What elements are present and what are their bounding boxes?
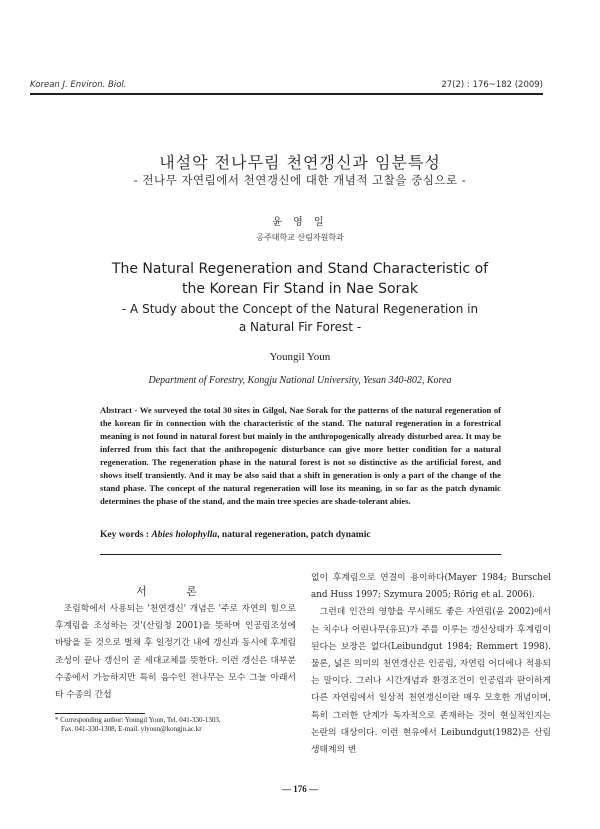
footnote-line1: * Corresponding author: Youngil Youn, Tel. 041-330-1303, [55, 716, 221, 724]
footnote [55, 716, 300, 734]
journal-name: Korean J. Environ. Biol. [30, 80, 127, 90]
right-column-paragraph-2: 그런데 인간의 영향을 무시해도 좋은 자연림(윤 2002)에서는 치수나 어린나무(유묘)가 주를 이루는 갱신상태가 후계림이 된다는 보장은 없다(Leibundgut 1984; Remmert 1998). 물론, 넓은 의미의 천연갱신은 인공림, 자연림 어디에나 적용되는 말이다. 그러나 시간개념과 환경조건이 인공림과 판이하게 다른 자연림에서 일상적 천연갱신이란 매우 모호한 개념이며, 특히 그러한 단계가 독자적으로 존재하는 것이 현실적인지는 논란의 대상이다. 이런 현유에서 Leibundgut(1982)은 산림생태계의 변 [311, 607, 551, 756]
korean-title: 내설악 전나무림 천연갱신과 임분특성 [159, 153, 441, 172]
page-number: — 176 — [282, 784, 318, 794]
keywords-rule [100, 554, 501, 555]
footnote-rule [55, 713, 145, 714]
english-affiliation: Department of Forestry, Kongju National University, Yesan 340-802, Korea [148, 375, 452, 386]
header-rule [30, 93, 543, 95]
issue-info: 27(2) : 176~182 (2009) [441, 80, 543, 90]
keywords [100, 530, 501, 540]
left-column [55, 601, 296, 704]
english-subtitle-line2: a Natural Fir Forest - [238, 320, 362, 334]
korean-author: 윤 영 일 [272, 217, 328, 228]
korean-affiliation: 공주대학교 산림자원학과 [256, 233, 344, 242]
footnote-line2: Fax. 041-330-1308, E-mail. ylyoun@kongju.ac.kr [61, 725, 202, 733]
english-author: Youngil Youn [269, 351, 331, 363]
right-column-paragraph-1: 없이 후계림으로 연결이 용이하다(Mayer 1984; Burschel and Huss 1997; Szymura 2005; Rörig et al. 2006). [311, 573, 551, 601]
keywords-species: Abies holophylla [151, 530, 218, 540]
english-title-line2: the Korean Fir Stand in Nae Sorak [182, 281, 418, 297]
keywords-label: Key words : [100, 530, 150, 540]
abstract: Abstract - We surveyed the total 30 sites in Gilgol, Nae Sorak for the patterns of the natural regeneration of the korean fir in connection with the characteristic of the stand. The natural regeneration in a forestrical meaning is not found in natural forest but mainly in the anthropogenically already disturbed area. It may be inferred from this fact that the anthropogenic disturbance can give more better condition for a natural regeneration. The regeneration phase in the natural forest is not so distinctive as the artificial forest, and shows itself transiently. And it may be also said that a shift in generation is only a part of the change of the stand phase. The concept of the natural regeneration will lose its meaning, in so far as the patch dynamic determines the phase of the stand, and the main tree species are shade-tolerant abies. [100, 405, 501, 506]
section-heading-introduction: 서 론 [136, 585, 215, 598]
english-title-line1: The Natural Regeneration and Stand Characteristic of [111, 261, 489, 277]
english-subtitle-line1: - A Study about the Concept of the Natural Regeneration in [121, 302, 479, 316]
left-column-paragraph: 조림학에서 사용되는 '천연갱신' 개념은 '주로 자연의 힘으로 후계림을 조성하는 것'(산림청 2001)을 뜻하며 인공림조성에 바탕을 둔 것으로 벌채 후 일정기간 내에 갱신과 동시에 후계림 조성이 끝나 갱신이 곧 세대교체를 뜻한다. 이런 갱신은 대부분 수종에서 가능하지만 특히 음수인 전나무는 모수 그늘 아래서 타 수종의 간섭 [55, 604, 296, 701]
right-column [311, 570, 551, 759]
running-header [30, 80, 543, 94]
keywords-rest: , natural regeneration, patch dynamic [217, 530, 371, 540]
korean-subtitle: - 전나무 자연림에서 천연갱신에 대한 개념적 고찰을 중심으로 - [133, 173, 467, 187]
